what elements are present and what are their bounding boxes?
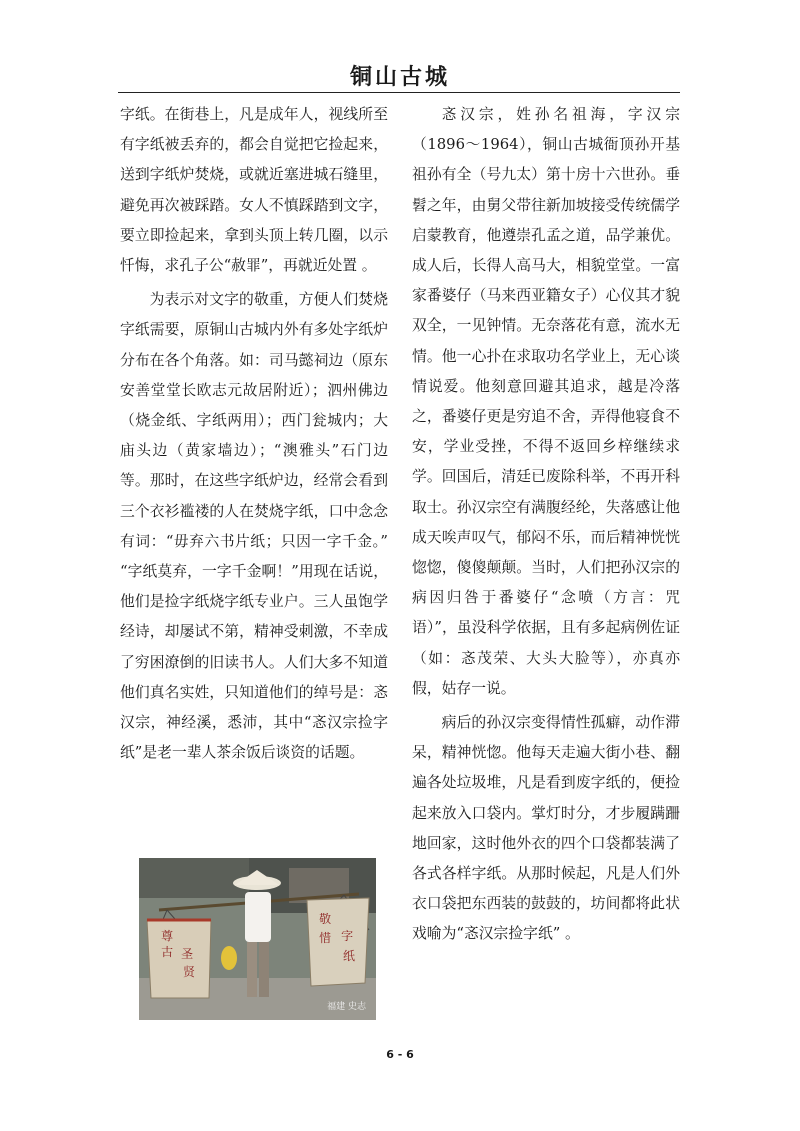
- right-basket-char-4: 纸: [342, 949, 356, 963]
- right-basket-char-2: 惜: [319, 931, 332, 945]
- photo-illustration: [139, 858, 376, 1020]
- page-number: 6 - 6: [386, 1048, 414, 1061]
- right-basket-char-1: 敬: [319, 912, 332, 926]
- right-basket-char-3: 字: [341, 929, 354, 943]
- page-title: 铜山古城: [349, 65, 450, 90]
- right-paragraph-1: 忞汉宗，姓孙名祖海，字汉宗（1896～1964），铜山古城衙顶孙开基祖孙有全（号九太）第十房十六世孙。垂髫之年，由舅父带往新加坡接受传统儒学启蒙教育，他遵崇孔孟之道，品学兼优。成人后，长得人高马大，相貌堂堂。一富家番婆仔（马来西亚籍女子）心仪其才貌双全，一见钟情。无奈落花有意，流水无情。他一心扑在求取功名学业上，无心谈情说爱。他刻意回避其追求，越是冷落之，番婆仔更是穷追不舍，弄得他寝食不安，学业受挫，不得不返回乡梓继续求学。回国后，清廷已废除科举，不再开科取士。孙汉宗空有满腹经纶，失落感让他成天唉声叹气，郁闷不乐，而后精神恍恍惚惚，傻傻颠颠。当时，人们把孙汉宗的病因归咎于番婆仔“念喷（方言：咒语）”，虽没科学依据，且有多起病例佐证（如：忞茂荣、大头大脸等），亦真亦假，姑存一说。: [412, 106, 680, 697]
- photo-paper-collector: [139, 858, 376, 1020]
- right-basket: [307, 895, 369, 986]
- left-paragraph-2: 为表示对文字的敬重，方便人们焚烧字纸需要，原铜山古城内外有多处字纸炉分布在各个角落。如：司马懿祠边（原东安善堂堂长欧志元故居附近）；泗州佛边（烧金纸、字纸两用）；西门瓮城内；大庙头边（黄家墙边）；“澳雅头”石门边等。那时，在这些字纸炉边，经常会看到三个衣衫褴褛的人在焚烧字纸，口中念念有词：“毋弃六书片纸；只因一字千金。” “字纸莫弃，一字千金啊！”用现在话说，他们是捡字纸烧字纸专业户。三人虽饱学经诗，却屡试不第，精神受刺激，不幸成了穷困潦倒的旧读书人。人们大多不知道他们真名实姓，只知道他们的绰号是：忞汉宗，神经溪，悉沛，其中“忞汉宗捡字纸”是老一辈人茶余饭后谈资的话题。: [120, 291, 388, 762]
- left-paragraph-1: 字纸。在街巷上，凡是成年人，视线所至有字纸被丢弃的，都会自觉把它捡起来，送到字纸炉焚烧，或就近塞进城石缝里，避免再次被踩踏。女人不慎踩踏到文字，要立即捡起来，拿到头顶上转几圈，以示忏悔，求孔子公“赦罪”，再就近处置 。: [120, 106, 388, 275]
- right-paragraph-2: 病后的孙汉宗变得情性孤癖，动作滞呆，精神恍惚。他每天走遍大街小巷、翻遍各处垃圾堆，凡是看到废字纸的，便捡起来放入口袋内。掌灯时分，才步履蹒跚地回家，这时他外衣的四个口袋都装满了各式各样字纸。从那时候起，凡是人们外衣口袋把东西装的鼓鼓的，坊间都将此状戏喻为“忞汉宗捡字纸” 。: [412, 714, 680, 943]
- left-basket-char-2: 古: [161, 945, 174, 959]
- left-basket: [147, 910, 211, 998]
- left-basket-char-4: 贤: [182, 965, 196, 979]
- left-column: [120, 100, 388, 768]
- left-basket-char-3: 圣: [181, 947, 194, 961]
- header-divider: [118, 92, 680, 93]
- right-column: [412, 100, 680, 950]
- photo-caption: 福建 史志: [327, 1002, 366, 1012]
- left-basket-char-1: 尊: [161, 929, 174, 943]
